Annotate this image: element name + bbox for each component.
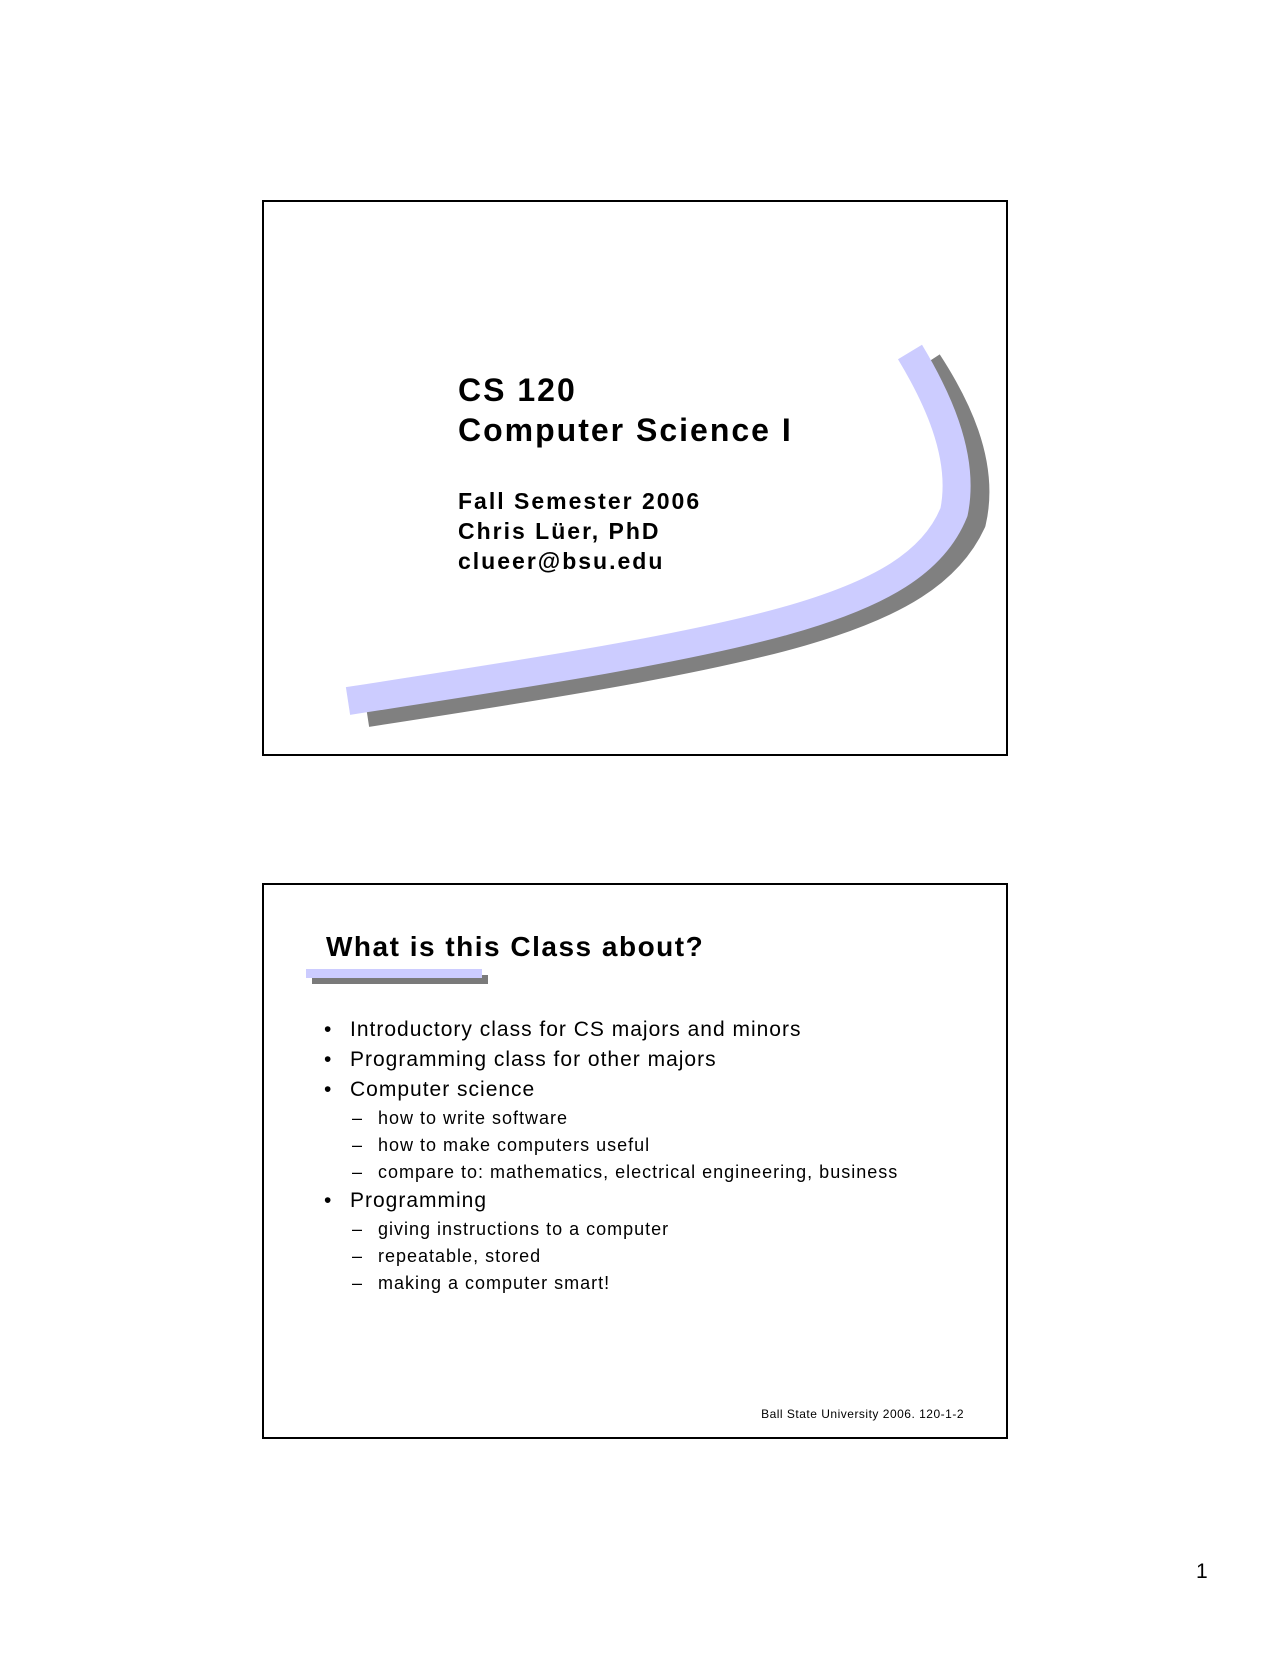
sub-item: – compare to: mathematics, electrical engineering, business [352,1159,986,1186]
bullet-item [322,1045,986,1075]
sub-item: – making a computer smart! [352,1270,986,1297]
bullet-list [322,1015,986,1297]
bullet-item [322,1075,986,1105]
title-underline [306,969,482,978]
slide-class-overview [262,883,1008,1439]
instructor-email: clueer@bsu.edu [458,548,665,574]
bullet-text: Computer science [350,1078,536,1101]
bullet-item [322,1186,986,1216]
sub-list [322,1216,986,1297]
sub-list-wrapper [322,1216,986,1297]
bullet-text: Programming [350,1189,488,1212]
sub-item: – repeatable, stored [352,1243,986,1270]
bullet-text: Introductory class for CS majors and minors [350,1018,802,1041]
sub-list-wrapper [322,1105,986,1186]
sub-item: – how to write software [352,1105,986,1132]
semester: Fall Semester 2006 [458,488,702,514]
bullet-text: Programming class for other majors [350,1048,717,1071]
instructor-name: Chris Lüer, PhD [458,518,661,544]
sub-list [322,1105,986,1186]
sub-item: – how to make computers useful [352,1132,986,1159]
bullet-item [322,1015,986,1045]
page-number: 1 [1196,1560,1208,1583]
slide-title [262,200,1008,756]
course-code: CS 120 [458,372,577,408]
course-name: Computer Science I [458,412,793,448]
subtitle-block [458,486,793,576]
slide-title: What is this Class about? [326,931,705,962]
sub-item: – giving instructions to a computer [352,1216,986,1243]
slide-footer: Ball State University 2006. 120-1-2 [761,1407,964,1421]
title-block [458,370,793,576]
